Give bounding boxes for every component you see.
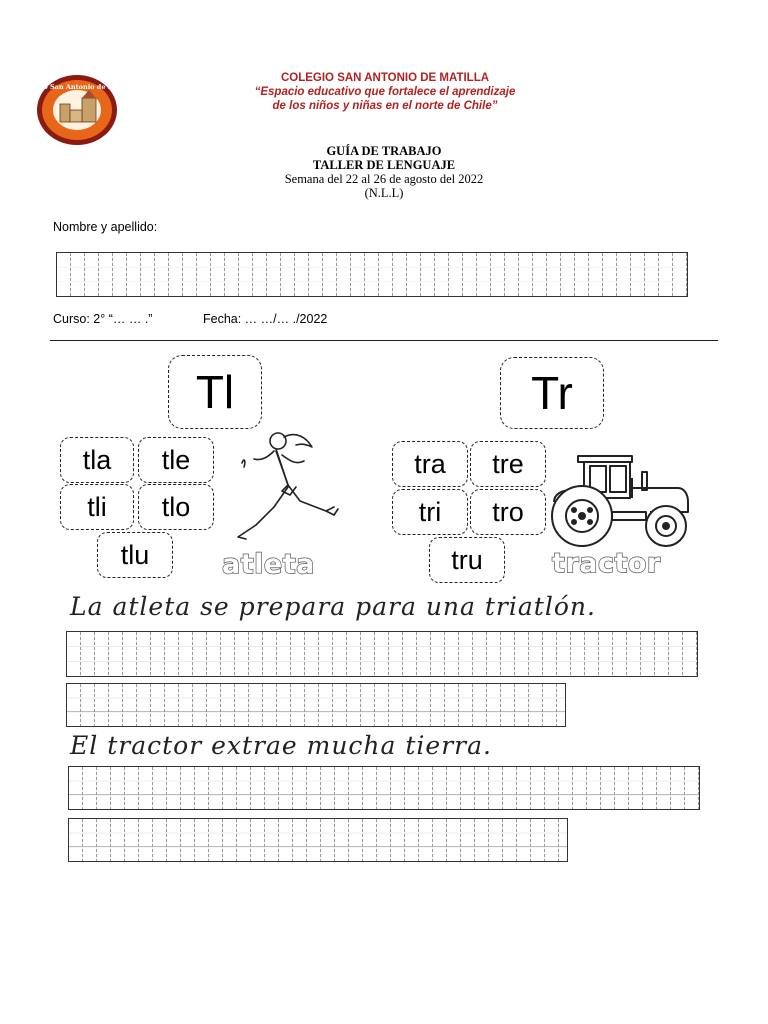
- word-tractor: tractor: [552, 548, 661, 579]
- syllable-tre: tre: [470, 441, 546, 487]
- syllable-tle: tle: [138, 437, 214, 483]
- tl-heading: Tl: [195, 366, 235, 418]
- sentence-2: El tractor extrae mucha tierra.: [70, 731, 492, 760]
- tr-heading-box: [500, 357, 604, 429]
- svg-text:Colegio San Antonio de Matilla: Colegio San Antonio de Matilla: [20, 83, 134, 91]
- syllable-tla: tla: [60, 437, 134, 483]
- sentence2-writing-grid-1[interactable]: [68, 766, 700, 810]
- sentence1-writing-grid-2[interactable]: [66, 683, 566, 727]
- sentence2-writing-grid-2[interactable]: [68, 818, 568, 862]
- tl-heading-box: [168, 355, 262, 429]
- school-name: COLEGIO SAN ANTONIO DE MATILLA: [280, 72, 490, 84]
- school-logo: [20, 74, 134, 146]
- syllable-tli: tli: [60, 484, 134, 530]
- syllable-tlu: tlu: [97, 532, 173, 578]
- running-athlete-icon: [230, 425, 345, 550]
- syllable-tra: tra: [392, 441, 468, 487]
- syllable-tru: tru: [429, 537, 505, 583]
- code-subtitle: (N.L.L): [364, 186, 404, 200]
- school-motto-line2: de los niños y niñas en el norte de Chile”: [272, 100, 498, 112]
- word-atleta: atleta: [222, 549, 315, 580]
- name-label: Nombre y apellido:: [53, 220, 158, 234]
- tr-heading: Tr: [531, 367, 573, 419]
- syllable-tro: tro: [470, 489, 546, 535]
- guide-title: GUÍA DE TRABAJO: [326, 144, 442, 158]
- sentence1-writing-grid-1[interactable]: [66, 631, 698, 677]
- course-label: Curso: 2° “… … .”: [53, 312, 153, 326]
- school-motto-line1: “Espacio educativo que fortalece el aprendizaje: [254, 86, 516, 98]
- week-subtitle: Semana del 22 al 26 de agosto del 2022: [284, 172, 484, 186]
- name-writing-grid[interactable]: [56, 252, 688, 297]
- date-label: Fecha: … …/… ./2022: [203, 312, 328, 326]
- tractor-icon: [550, 450, 695, 550]
- syllable-tri: tri: [392, 489, 468, 535]
- workshop-title: TALLER DE LENGUAJE: [312, 158, 456, 172]
- sentence-1: La atleta se prepara para una triatlón.: [70, 592, 596, 621]
- section-divider: [50, 340, 718, 341]
- syllable-tlo: tlo: [138, 484, 214, 530]
